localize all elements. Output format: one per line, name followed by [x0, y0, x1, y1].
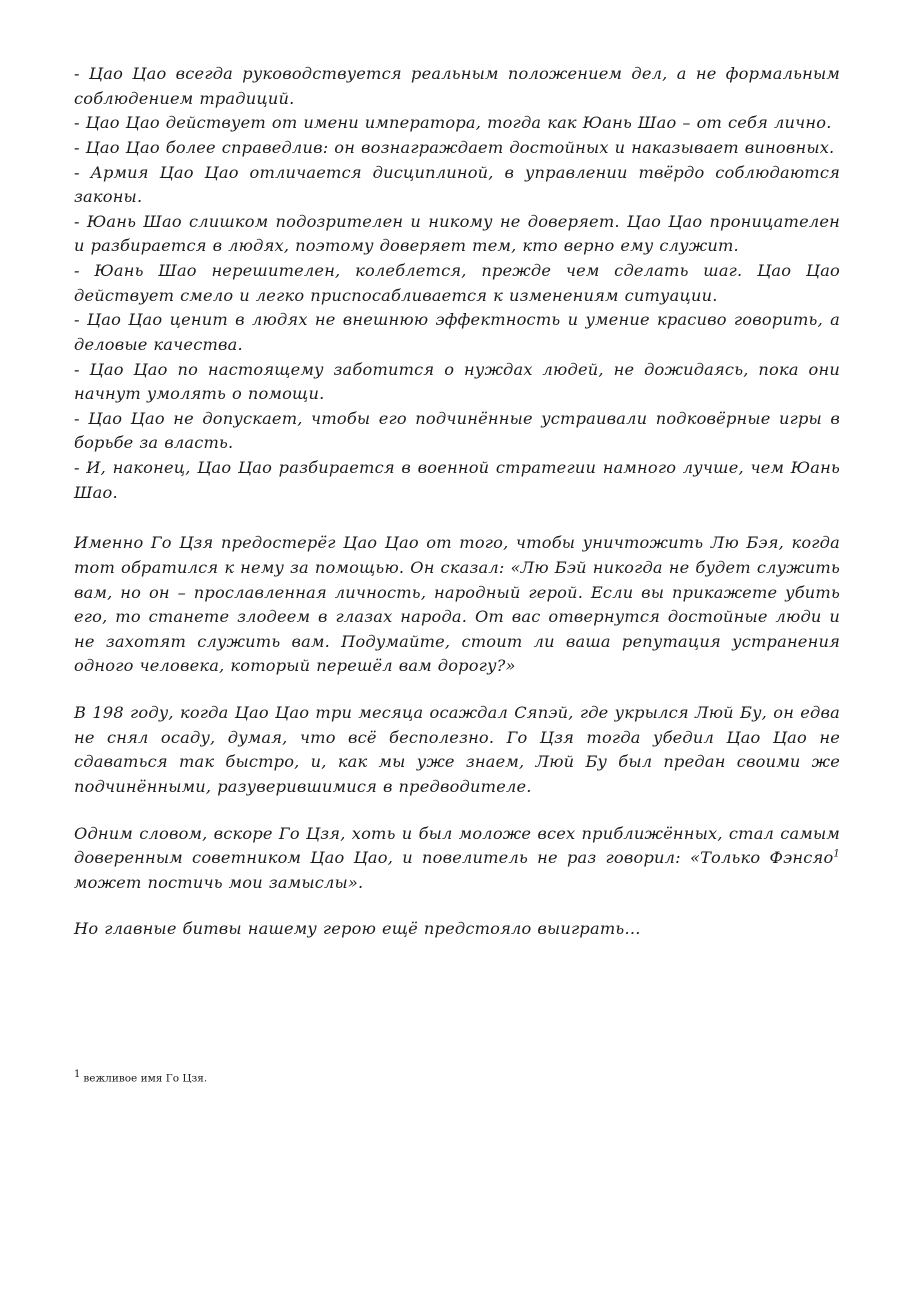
footnote-number: 1: [74, 1069, 81, 1080]
list-item: - Цао Цао ценит в людях не внешнюю эффектность и умение красиво говорить, а деловые качества.: [74, 310, 840, 354]
list-item: - И, наконец, Цао Цао разбирается в военной стратегии намного лучше, чем Юань Шао.: [74, 458, 840, 502]
list-item: - Цао Цао по настоящему заботится о нуждах людей, не дожидаясь, пока они начнут умолять о помощи.: [74, 359, 840, 404]
paragraph-liu-bei: Именно Го Цзя предостерёг Цао Цао от того, чтобы уничтожить Лю Бэя, когда тот обратился к нему за помощью. Он сказал: «Лю Бэй никогда не будет служить вам, но он – прославленная личность, народный герой. Если вы прикажете убить его, то станете злодеем в глазах народа. От вас отвернутся достойные люди и не захотят служить вам. Подумайте, стоит ли ваша репутация устранения одного человека, который перешёл вам дорогу?»: [74, 533, 840, 676]
paragraph-text-before-footnote: Одним словом, вскоре Го Цзя, хоть и был моложе всех приближённых, стал самым доверенным советником Цао Цао, и повелитель не раз говорил: «Только Фэнсяо: [74, 823, 840, 868]
footnote-area: [74, 1068, 594, 1086]
comparison-bullet-list: [74, 62, 840, 505]
paragraph-spacer: [74, 679, 840, 701]
section-spacer: [74, 505, 840, 531]
list-item: - Цао Цао действует от имени императора, тогда как Юань Шао – от себя лично.: [74, 113, 832, 133]
footnote-reference-marker: 1: [833, 848, 840, 860]
list-item: - Армия Цао Цао отличается дисциплиной, в управлении твёрдо соблюдаются законы.: [74, 162, 840, 207]
footnote-text: вежливое имя Го Цзя.: [83, 1072, 208, 1085]
footnote-entry: [74, 1068, 594, 1086]
document-body: [74, 62, 840, 942]
list-item: - Цао Цао всегда руководствуется реальным положением дел, а не формальным соблюдением традиций.: [74, 64, 840, 108]
paragraph-text-after-footnote: может постичь мои замыслы».: [74, 872, 364, 892]
list-item: - Цао Цао более справедлив: он вознаграждает достойных и наказывает виновных.: [74, 137, 835, 157]
paragraph-spacer: [74, 895, 840, 917]
paragraph-closing-line: Но главные битвы нашему герою ещё предстояло выиграть…: [74, 919, 641, 939]
list-item: - Цао Цао не допускает, чтобы его подчинённые устраивали подковёрные игры в борьбе за власть.: [74, 408, 840, 453]
list-item: - Юань Шао слишком подозрителен и никому не доверяет. Цао Цао проницателен и разбирается в людях, поэтому доверяет тем, кто верно ему служит.: [74, 211, 840, 256]
paragraph-spacer: [74, 800, 840, 822]
list-item: - Юань Шао нерешителен, колеблется, прежде чем сделать шаг. Цао Цао действует смело и легко приспосабливается к изменениям ситуации.: [74, 261, 840, 305]
paragraph-xiapi-siege: В 198 году, когда Цао Цао три месяца осаждал Сяпэй, где укрылся Люй Бу, он едва не снял осаду, думая, что всё бесполезно. Го Цзя тогда убедил Цао Цао не сдаваться так быстро, и, как мы уже знаем, Люй Бу был предан своими же подчинёнными, разуверившимися в предводителе.: [74, 703, 840, 796]
paragraph-trusted-advisor: [74, 822, 840, 896]
